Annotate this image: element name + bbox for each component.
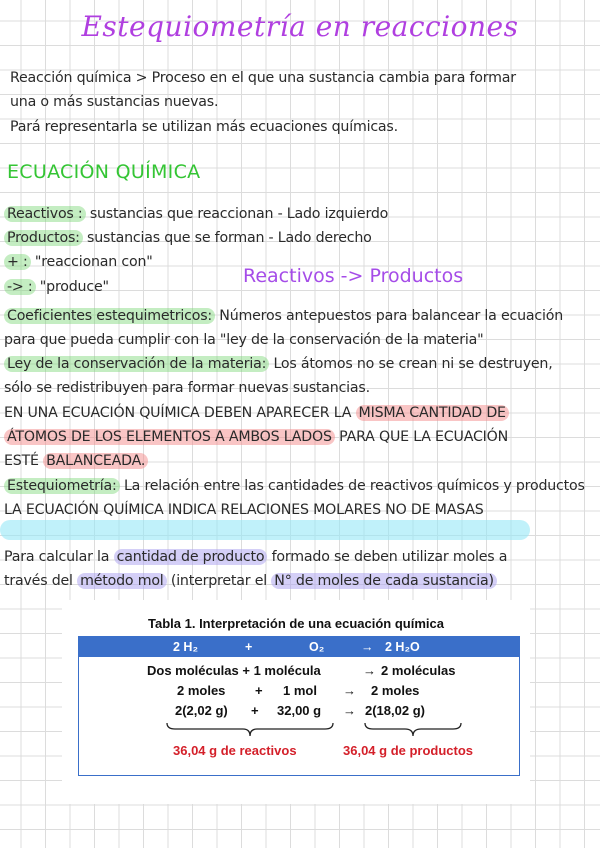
row3-plus: +	[251, 703, 259, 718]
ley-line-2: sólo se redistribuyen para formar nuevas sustancias.	[4, 380, 370, 396]
table-header	[79, 637, 519, 657]
plus-term: + :	[4, 254, 31, 270]
rule-highlight-1: MISMA CANTIDAD DE	[356, 405, 509, 421]
row1-reactants: Dos moléculas + 1 molécula	[147, 663, 321, 678]
header-product: 2 H₂O	[385, 640, 420, 654]
row2-plus: +	[255, 683, 263, 698]
calculo-part-1: Para calcular la	[4, 549, 114, 565]
rule-line-1	[4, 405, 509, 421]
reactants-mass-total: 36,04 g de reactivos	[173, 743, 297, 758]
coeficientes-text-1: Números antepuestos para balancear la ecuación	[215, 308, 564, 324]
products-mass-total: 36,04 g de productos	[343, 743, 474, 758]
rule-part-2: PARA QUE LA ECUACIÓN	[334, 429, 509, 445]
calculo-part-4: (interpretar el	[166, 573, 272, 589]
rule-highlight-3: BALANCEADA.	[43, 453, 148, 469]
rule-highlight-2: ÁTOMOS DE LOS ELEMENTOS A AMBOS LADOS	[4, 429, 335, 445]
estequiometria-text: La relación entre las cantidades de reactivos químicos y productos	[119, 478, 585, 494]
plus-definition	[4, 254, 153, 270]
equation-table	[78, 636, 520, 776]
arrow-term: -> :	[4, 279, 36, 295]
estequiometria-term: Estequiometría:	[4, 478, 120, 494]
productos-definition	[4, 230, 372, 246]
ley-text-1: Los átomos no se crean ni se destruyen,	[269, 356, 553, 372]
calculo-line-1	[4, 549, 507, 565]
arrow-text: "produce"	[35, 279, 109, 295]
row2-arrow: →	[343, 683, 356, 698]
rule-part-3: ESTÉ	[4, 453, 44, 469]
reactivos-definition	[4, 206, 388, 222]
ley-term: Ley de la conservación de la materia:	[4, 356, 269, 372]
section-title: ECUACIÓN QUÍMICA	[7, 161, 201, 183]
table-title: Tabla 1. Interpretación de una ecuación química	[148, 616, 444, 631]
productos-term: Productos:	[4, 230, 83, 246]
plus-text: "reaccionan con"	[30, 254, 153, 270]
highlight-band	[0, 520, 530, 540]
intro-line-3: Pará representarla se utilizan más ecuaciones químicas.	[10, 119, 398, 135]
row2-products: 2 moles	[371, 683, 420, 698]
equation-table-figure	[62, 600, 530, 804]
header-plus: +	[245, 640, 253, 654]
row3-products: 2(18,02 g)	[365, 703, 425, 718]
calculo-part-3: través del	[4, 573, 78, 589]
rule-part-1: EN UNA ECUACIÓN QUÍMICA DEBEN APARECER LA	[4, 405, 356, 421]
coeficientes-line-2: para que pueda cumplir con la "ley de la conservación de la materia"	[4, 332, 484, 348]
row1-products: 2 moléculas	[381, 663, 456, 678]
rule-line-2	[4, 429, 508, 445]
reactivos-text: sustancias que reaccionan - Lado izquierdo	[85, 206, 389, 222]
ley-line-1	[4, 356, 553, 372]
calculo-highlight-2: método mol	[77, 573, 166, 589]
row3-reactant-1: 2(2,02 g)	[175, 703, 228, 718]
products-brace-icon	[363, 721, 463, 739]
intro-line-1: Reacción química > Proceso en el que una sustancia cambia para formar	[10, 70, 516, 86]
estequiometria-line	[4, 478, 585, 494]
row3-reactant-2: 32,00 g	[277, 703, 322, 718]
row1-arrow: →	[363, 663, 376, 678]
arrow-definition	[4, 279, 109, 295]
rule-line-3	[4, 453, 148, 469]
intro-line-2: una o más sustancias nuevas.	[10, 94, 219, 110]
productos-text: sustancias que se forman - Lado derecho	[82, 230, 372, 246]
estequiometria-caps: LA ECUACIÓN QUÍMICA INDICA RELACIONES MOLARES NO DE MASAS	[4, 502, 484, 518]
row2-reactant-1: 2 moles	[177, 683, 226, 698]
calculo-line-2	[4, 573, 497, 589]
header-reactant-1: 2 H₂	[173, 640, 199, 654]
calculo-highlight-1: cantidad de producto	[114, 549, 268, 565]
header-reactant-2: O₂	[309, 640, 325, 654]
reaction-equation: Reactivos -> Productos	[243, 265, 464, 287]
coeficientes-term: Coeficientes estequimetricos:	[4, 308, 215, 324]
row2-reactant-2: 1 mol	[283, 683, 317, 698]
calculo-highlight-3: N° de moles de cada sustancia)	[271, 573, 496, 589]
page-title: Estequiometría en reacciones	[81, 10, 519, 43]
reactants-brace-icon	[165, 721, 335, 739]
calculo-part-2: formado se deben utilizar moles a	[267, 549, 508, 565]
row3-arrow: →	[343, 703, 356, 718]
coeficientes-line-1	[4, 308, 563, 324]
header-arrow: →	[361, 640, 374, 654]
reactivos-term: Reactivos :	[4, 206, 86, 222]
